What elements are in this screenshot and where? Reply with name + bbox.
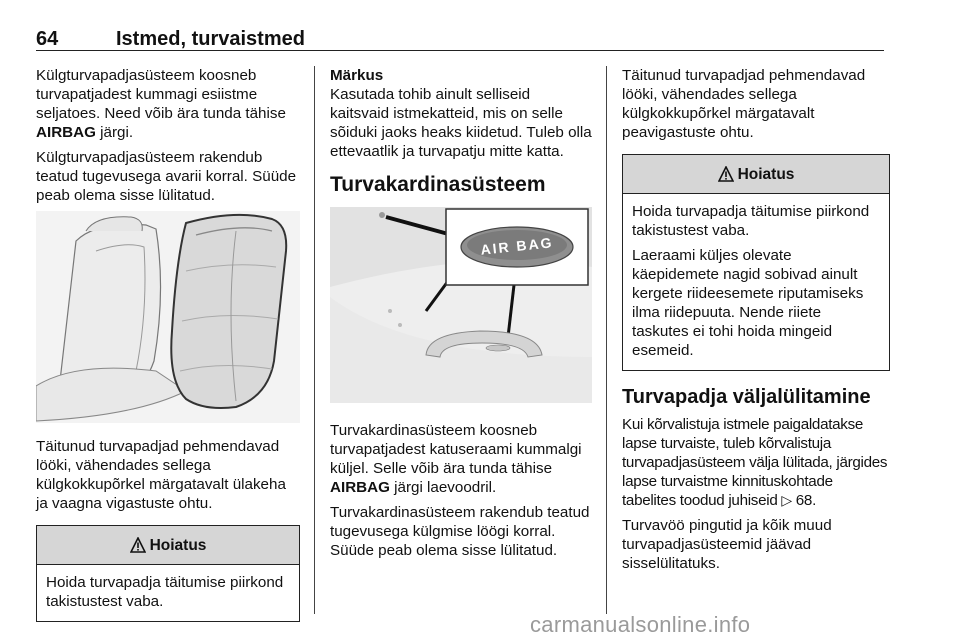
paragraph: Kui kõrvalistuja istmele paigaldatakse lapse turvaiste, tuleb kõrvalistuja turvapadjasüsteem välja lülitada, järgides lapse turvaistme kinnituskohtade tabelites toodud juhiseid ▷ 68. <box>622 416 888 509</box>
warning-triangle-icon <box>130 537 146 553</box>
paragraph: Külgturvapadjasüsteem rakendub teatud tugevusega avarii korral. Süüde peab olema sisse lülitatud. <box>36 149 297 204</box>
warning-title: Hoiatus <box>149 536 207 554</box>
curtain-airbag-illustration <box>330 207 592 403</box>
column-2 <box>330 66 592 566</box>
note-title: Märkus <box>330 67 384 84</box>
airbag-label: AIR BAG <box>479 234 555 258</box>
warning-body <box>37 565 299 621</box>
page-number: 64 <box>36 28 59 50</box>
paragraph: Külgturvapadjasüsteem koosneb turvapatjadest kummagi esiistme seljatoes. Need võib ära tunda tähise AIRBAG järgi. <box>36 67 286 141</box>
paragraph: Turvavöö pingutid ja kõik muud turvapadjasüsteemid jäävad sisselülitatuks. <box>622 517 832 572</box>
column-divider <box>606 66 607 614</box>
section-heading: Turvakardinasüsteem <box>330 173 546 196</box>
paragraph: Täitunud turvapadjad pehmendavad lööki, vähendades sellega külgkokkupõrkel märgatavalt ülakeha ja vaagna vigastuste ohtu. <box>36 438 286 512</box>
warning-body <box>623 194 889 370</box>
section-heading: Turvapadja väljalülitamine <box>622 386 871 408</box>
column-1 <box>36 66 300 622</box>
page-title: Istmed, turvaistmed <box>116 28 305 50</box>
page-ref-link[interactable]: 68 <box>795 492 813 509</box>
watermark: carmanualsonline.info <box>530 612 751 637</box>
paragraph: Turvakardinasüsteem rakendub teatud tugevusega külgmise löögi korral. Süüde peab olema sisse lülitatud. <box>330 504 590 559</box>
seat-airbag-drawing <box>36 211 300 423</box>
side-airbag-illustration <box>36 211 300 423</box>
note-text: Kasutada tohib ainult selliseid kaitsvaid istmekatteid, mis on selle sõiduki jaoks heaks kiidetud. Tuleb olla ettevaatlik ja turvapatju mitte katta. <box>330 86 592 160</box>
page-header <box>36 26 884 51</box>
warning-text: Hoida turvapadja täitumise piirkond takistustest vaba. <box>46 574 284 610</box>
warning-header <box>37 526 299 565</box>
column-divider <box>314 66 315 614</box>
warning-text: Hoida turvapadja täitumise piirkond takistustest vaba. <box>632 203 870 239</box>
paragraph: Turvakardinasüsteem koosneb turvapatjadest katuseraami kummalgi küljel. Selle võib ära tunda tähise AIRBAG järgi laevoodril. <box>330 422 582 496</box>
page-ref-icon: ▷ <box>781 492 792 508</box>
warning-header <box>623 155 889 194</box>
paragraph: Täitunud turvapadjad pehmendavad lööki, vähendades sellega külgkokkupõrkel märgatavalt peavigastuste ohtu. <box>622 67 866 141</box>
column-3 <box>622 66 890 579</box>
warning-box <box>36 525 300 622</box>
warning-title: Hoiatus <box>737 165 795 183</box>
warning-box <box>622 154 890 371</box>
warning-text: Laeraami küljes olevate käepidemete nagid sobivad ainult kergete riideesemete riputamiseks ilma riidepuuta. Nende riiete taskutes ei tohi hoida mingeid esemeid. <box>632 247 864 359</box>
warning-triangle-icon <box>718 166 734 182</box>
